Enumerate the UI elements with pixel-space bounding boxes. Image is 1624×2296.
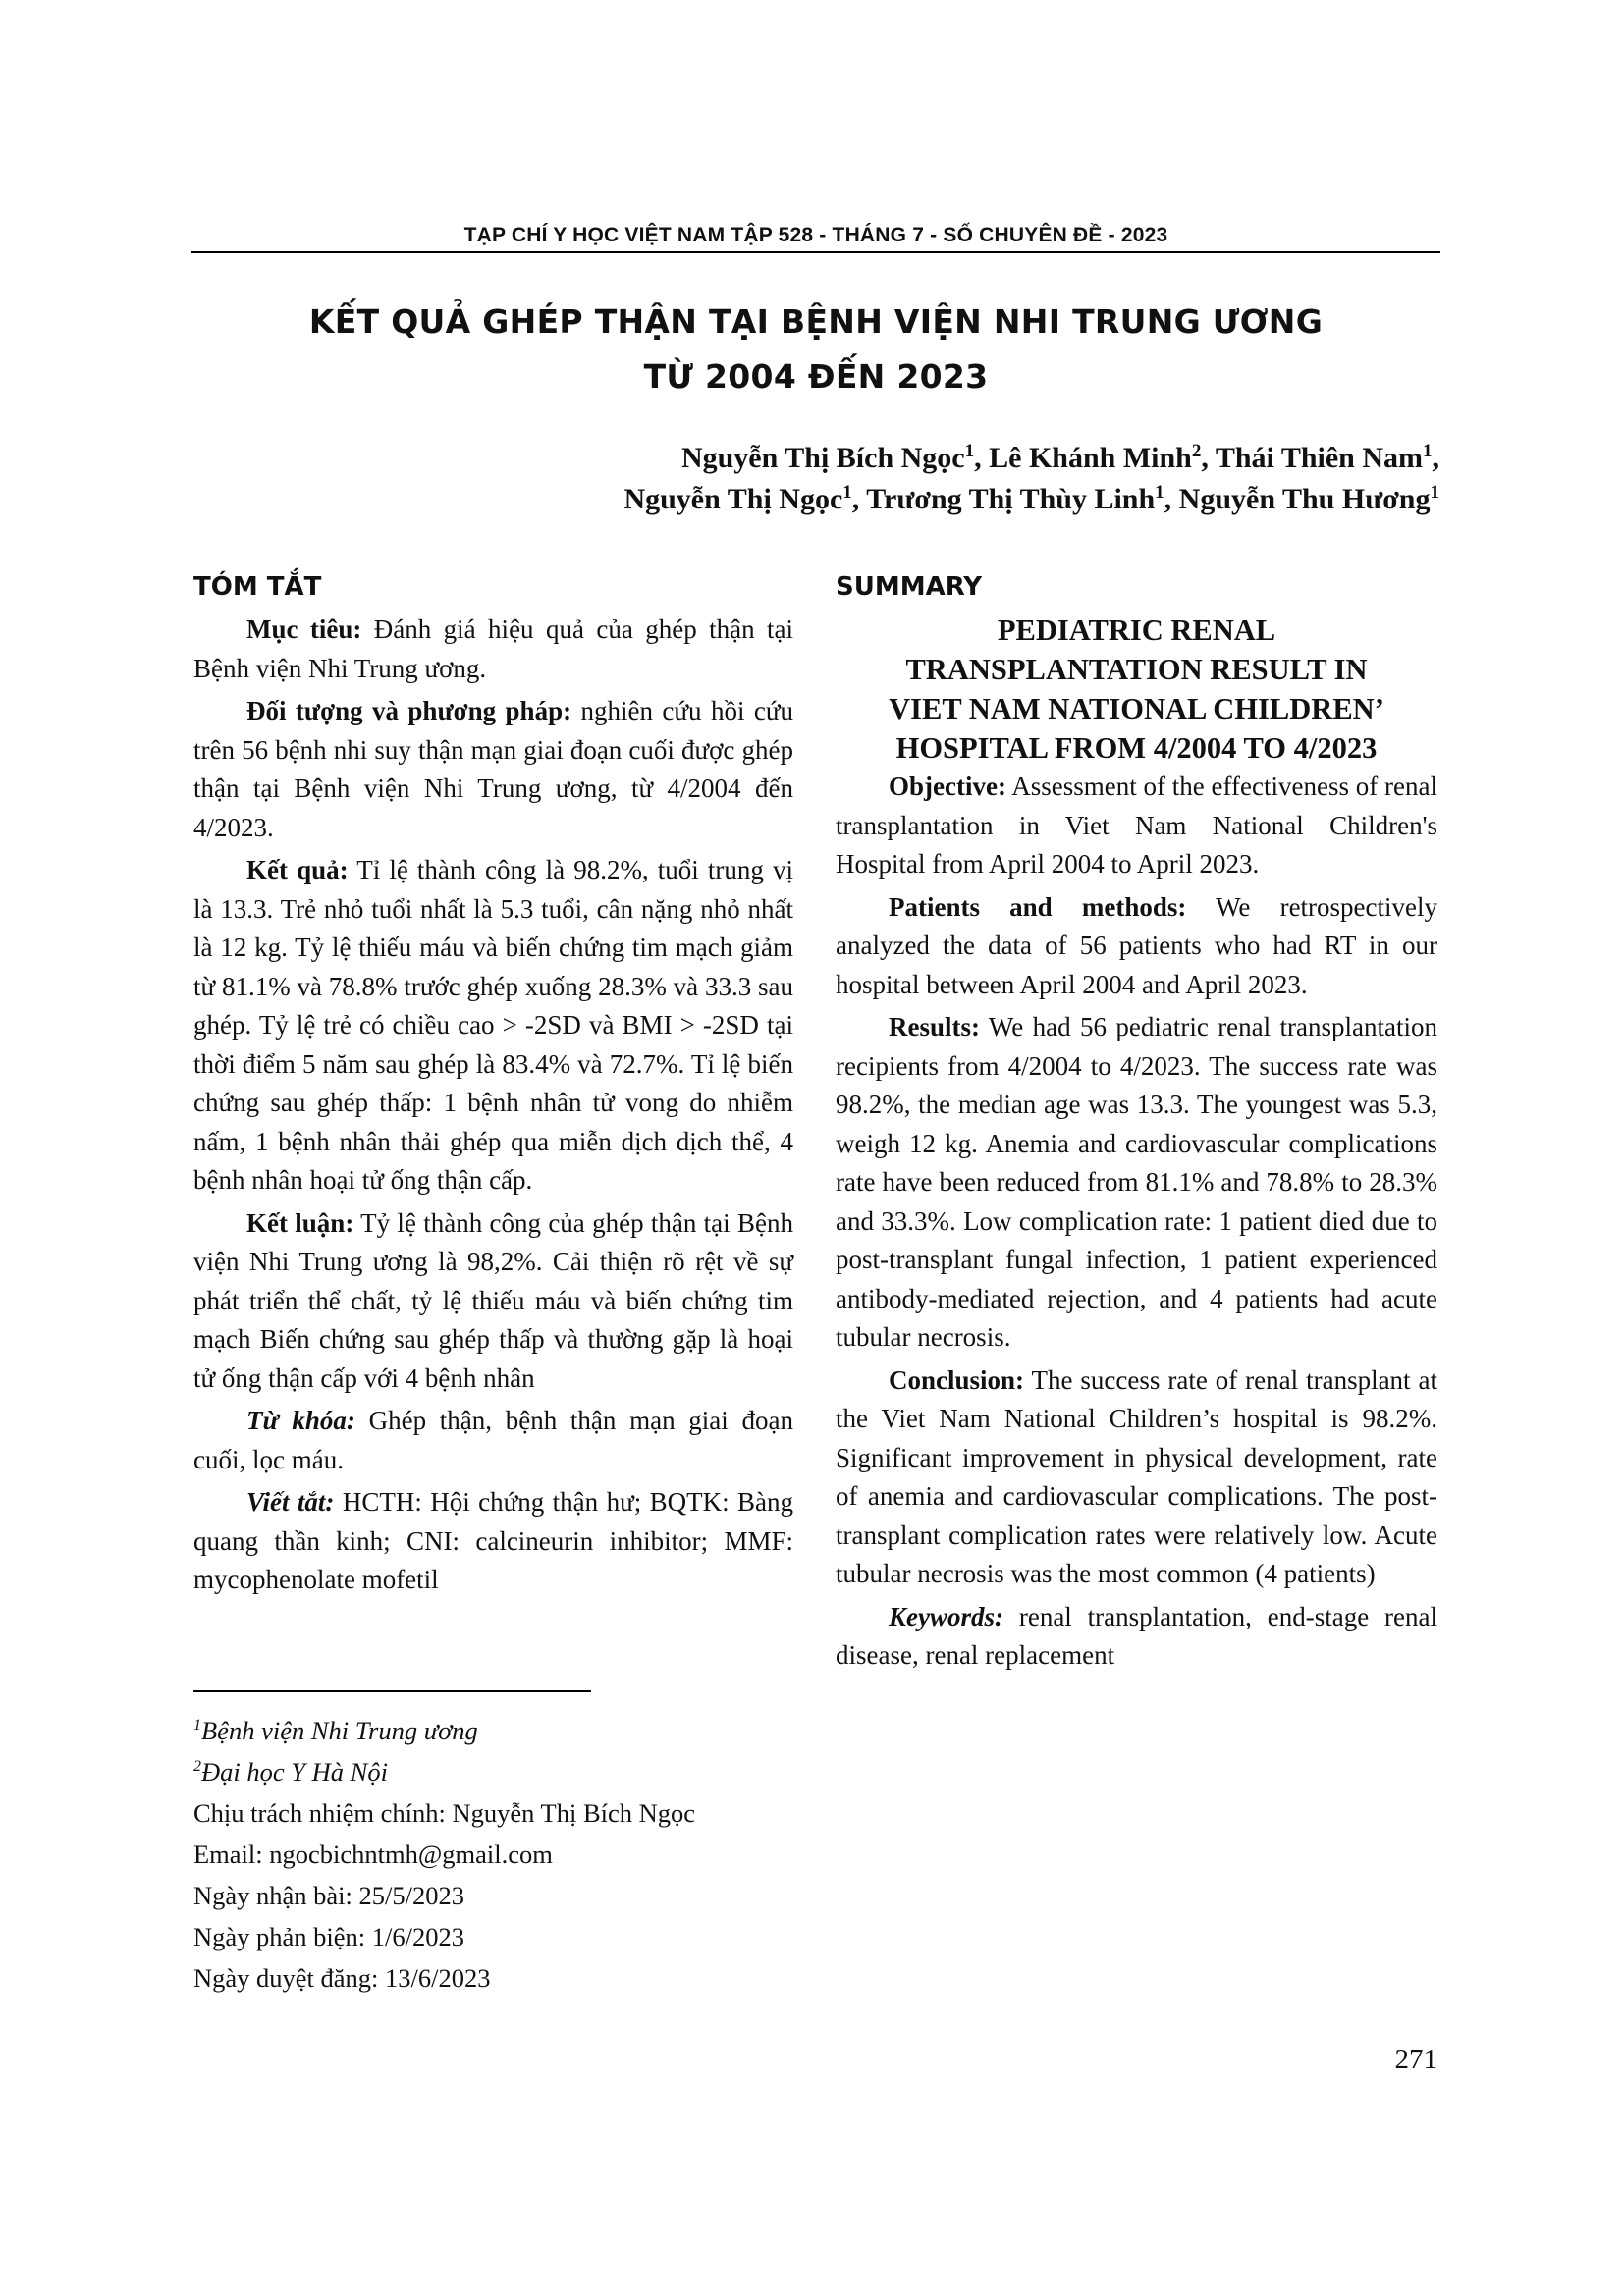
abstract-heading: TÓM TẮT bbox=[193, 572, 322, 602]
author-name: Nguyễn Thu Hương bbox=[1178, 483, 1431, 515]
corresponding-author: Chịu trách nhiệm chính: Nguyễn Thị Bích Ngọc bbox=[193, 1798, 696, 1828]
results-label: Results: bbox=[889, 1012, 980, 1041]
keywords-label: Keywords: bbox=[889, 1601, 1003, 1631]
objective-text: Assessment of the effectiveness of renal transplantation in Viet Nam National Children's Hospital from April 2004 to April 2023. bbox=[836, 772, 1437, 879]
objective-label: Mục tiêu: bbox=[246, 614, 362, 644]
footnote-text: Đại học Y Hà Nội bbox=[201, 1757, 388, 1787]
footnote-affiliation-2 bbox=[193, 1751, 802, 1792]
corresponding-email: Email: ngocbichntmh@gmail.com bbox=[193, 1840, 553, 1869]
summary-keywords bbox=[836, 1598, 1437, 1676]
date-accepted: Ngày duyệt đăng: 13/6/2023 bbox=[193, 1963, 491, 1993]
objective-label: Objective: bbox=[889, 772, 1006, 801]
methods-text: We retrospectively analyzed the data of 56 patients who had RT in our hospital between April 2004 and April 2023. bbox=[836, 891, 1438, 999]
footnote-number: 1 bbox=[193, 1717, 201, 1735]
summary-title bbox=[836, 611, 1437, 768]
abstract-results bbox=[193, 851, 793, 1201]
conclusion-text: The success rate of renal transplant at the Viet Nam National Children’s hospital is 98.2%. Significant improvement in physical development, rate of anemia and cardiovascular complications. The post-transplant complication rates were relatively low. Acute tubular necrosis was the most common (4 patients) bbox=[836, 1364, 1437, 1588]
results-text: Tỉ lệ thành công là 98.2%, tuổi trung vị là 13.3. Trẻ nhỏ tuổi nhất là 5.3 tuổi, cân nặng nhỏ nhất là 12 kg. Tỷ lệ thiếu máu và biến chứng tim mạch giảm từ 81.1% và 78.8% trước ghép xuống 28.3% và 33.3 sau ghép. Tỷ lệ trẻ có chiều cao > -2SD và BMI > -2SD tại thời điểm 5 năm sau ghép là 83.4% và 72.7%. Tỉ lệ biến chứng sau ghép thấp: 1 bệnh nhân tử vong do nhiễm nấm, 1 bệnh nhân thải ghép qua miễn dịch dịch thể, 4 bệnh nhân hoại tử ống thận cấp. bbox=[193, 855, 794, 1195]
author-line-2: Nguyễn Thị Ngọc$^1$, Trương Thị Thùy Linh$^1$, Nguyễn Thu Hương$^1$ bbox=[623, 482, 1439, 515]
author-affiliation: 1 bbox=[842, 482, 852, 503]
author-name: Nguyễn Thị Bích Ngọc bbox=[680, 442, 965, 474]
author-name: Lê Khánh Minh bbox=[989, 442, 1192, 474]
author-affiliation: 1 bbox=[1423, 441, 1433, 461]
summary-methods bbox=[836, 888, 1437, 1005]
author-list bbox=[458, 438, 1439, 520]
conclusion-label: Conclusion: bbox=[889, 1364, 1025, 1395]
abstract-objective bbox=[193, 611, 793, 688]
footnotes bbox=[193, 1710, 802, 1999]
conclusion-label: Kết luận: bbox=[246, 1207, 354, 1238]
footnote-rule bbox=[193, 1690, 591, 1692]
methods-label: Đối tượng và phương pháp: bbox=[246, 696, 572, 725]
english-summary bbox=[836, 567, 1437, 1680]
summary-title-line: VIET NAM NATIONAL CHILDREN’ bbox=[889, 692, 1384, 725]
keywords-label: Từ khóa: bbox=[246, 1406, 355, 1435]
summary-objective bbox=[836, 768, 1437, 884]
author-name: Trương Thị Thùy Linh bbox=[866, 483, 1156, 515]
author-affiliation: 2 bbox=[1191, 441, 1202, 461]
summary-title-line: TRANSPLANTATION RESULT IN bbox=[905, 653, 1368, 686]
conclusion-text: Tỷ lệ thành công của ghép thận tại Bệnh viện Nhi Trung ương là 98,2%. Cải thiện rõ rệt về sự phát triển thể chất, tỷ lệ thiếu máu và biến chứng tim mạch Biến chứng sau ghép thấp và thường gặp là hoại tử ống thận cấp với 4 bệnh nhân bbox=[193, 1207, 793, 1393]
date-reviewed: Ngày phản biện: 1/6/2023 bbox=[193, 1922, 464, 1951]
summary-conclusion bbox=[836, 1362, 1437, 1594]
author-affiliation: 1 bbox=[964, 441, 975, 461]
footnote-affiliation-1 bbox=[193, 1710, 802, 1751]
author-name: Nguyễn Thị Ngọc bbox=[623, 483, 843, 515]
objective-text: Đánh giá hiệu quả của ghép thận tại Bệnh viện Nhi Trung ương. bbox=[193, 614, 793, 683]
methods-label: Patients and methods: bbox=[889, 891, 1187, 922]
summary-results bbox=[836, 1008, 1437, 1358]
author-line-1: Nguyễn Thị Bích Ngọc$^1$, Lê Khánh Minh$^2$, Thái Thiên Nam$^1$, bbox=[680, 441, 1439, 474]
results-text: We had 56 pediatric renal transplantation recipients from 4/2004 to 4/2023. The success rate was 98.2%, the median age was 13.3. The youngest was 5.3, weigh 12 kg. Anemia and cardiovascular complications rate have been reduced from 81.1% and 78.8% to 28.3% and 33.3%. Low complication rate: 1 patient died due to post-transplant fungal infection, 1 patient experienced antibody-mediated rejection, and 4 patients had acute tubular necrosis. bbox=[836, 1012, 1437, 1352]
summary-title-line: PEDIATRIC RENAL bbox=[997, 614, 1276, 647]
abstract-abbreviations bbox=[193, 1483, 793, 1600]
abbreviations-label: Viết tắt: bbox=[246, 1487, 335, 1517]
abbreviations-text: HCTH: Hội chứng thận hư; BQTK: Bàng quang thần kinh; CNI: calcineurin inhibitor; MMF: mycophenolate mofetil bbox=[193, 1487, 794, 1594]
footnote-text: Bệnh viện Nhi Trung ương bbox=[201, 1716, 478, 1745]
article-title bbox=[191, 294, 1440, 404]
abstract-conclusion bbox=[193, 1204, 793, 1399]
results-label: Kết quả: bbox=[246, 855, 349, 884]
vietnamese-abstract bbox=[193, 567, 793, 1604]
title-line-2: TỪ 2004 ĐẾN 2023 bbox=[643, 357, 989, 396]
methods-text: nghiên cứu hồi cứu trên 56 bệnh nhi suy thận mạn giai đoạn cuối được ghép thận tại Bệnh viện Nhi Trung ương, từ 4/2004 đến 4/2023. bbox=[193, 696, 793, 842]
keywords-text: renal transplantation, end-stage renal disease, renal replacement bbox=[836, 1601, 1437, 1670]
keywords-text: Ghép thận, bệnh thận mạn giai đoạn cuối, lọc máu. bbox=[193, 1406, 793, 1474]
author-affiliation: 1 bbox=[1155, 482, 1164, 503]
title-line-1: KẾT QUẢ GHÉP THẬN TẠI BỆNH VIỆN NHI TRUNG ƯƠNG bbox=[308, 302, 1324, 341]
running-header: TẠP CHÍ Y HỌC VIỆT NAM TẬP 528 - THÁNG 7 - SỐ CHUYÊN ĐỀ - 2023 bbox=[463, 224, 1168, 246]
abstract-keywords bbox=[193, 1402, 793, 1479]
date-received: Ngày nhận bài: 25/5/2023 bbox=[193, 1881, 464, 1910]
summary-heading: SUMMARY bbox=[836, 572, 983, 602]
summary-title-line: HOSPITAL FROM 4/2004 TO 4/2023 bbox=[895, 731, 1378, 765]
footnote-number: 2 bbox=[193, 1758, 201, 1776]
header-rule bbox=[191, 251, 1440, 253]
page-number: 271 bbox=[1394, 2044, 1437, 2075]
author-name: Thái Thiên Nam bbox=[1215, 442, 1423, 474]
abstract-methods bbox=[193, 692, 793, 847]
author-affiliation: 1 bbox=[1430, 482, 1439, 503]
